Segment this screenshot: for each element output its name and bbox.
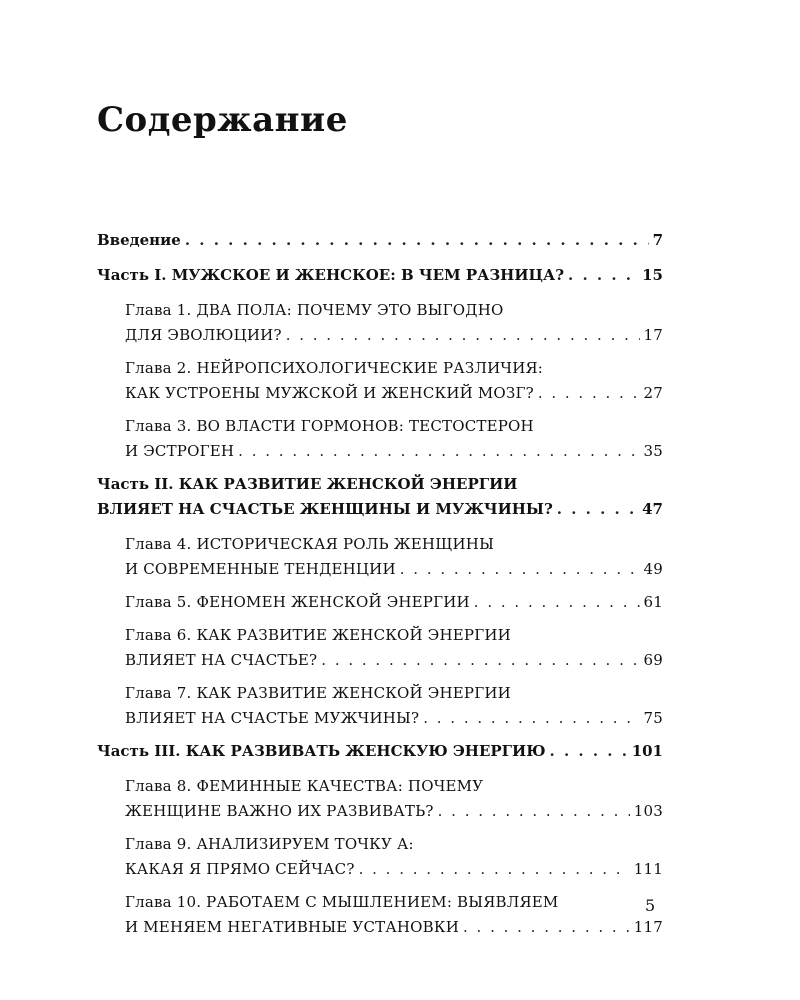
toc-entry-label-line2: ДЛЯ ЭВОЛЮЦИИ? (125, 326, 282, 344)
toc-entry-label-line1: Глава 10. РАБОТАЕМ С МЫШЛЕНИЕМ: ВЫЯВЛЯЕМ (125, 893, 559, 911)
toc-entry-label-line1: Глава 6. КАК РАЗВИТИЕ ЖЕНСКОЙ ЭНЕРГИИ (125, 626, 511, 644)
toc-page-number: 27 (643, 384, 663, 402)
toc-page-number: 61 (643, 593, 663, 611)
dot-leader (474, 590, 640, 615)
toc-entry-label-line2: И МЕНЯЕМ НЕГАТИВНЫЕ УСТАНОВКИ (125, 918, 459, 936)
toc-entry-label-line2: ВЛИЯЕТ НА СЧАСТЬЕ МУЖЧИНЫ? (125, 709, 420, 727)
toc-entry-label: Глава 5. ФЕНОМЕН ЖЕНСКОЙ ЭНЕРГИИ (125, 593, 470, 611)
toc-page-number: 49 (643, 560, 663, 578)
dot-leader (463, 915, 630, 940)
toc-entry-chapter-1[interactable] (97, 298, 663, 348)
toc-entry-part-2[interactable] (97, 472, 663, 522)
toc-entry-label-line1: Глава 7. КАК РАЗВИТИЕ ЖЕНСКОЙ ЭНЕРГИИ (125, 684, 511, 702)
toc-entry-chapter-4[interactable] (97, 532, 663, 582)
toc-entry-chapter-10[interactable] (97, 890, 663, 940)
dot-leader (438, 799, 630, 824)
dot-leader (538, 381, 640, 406)
toc-entry-label-line1: Глава 2. НЕЙРОПСИХОЛОГИЧЕСКИЕ РАЗЛИЧИЯ: (125, 359, 544, 377)
toc-entry-chapter-8[interactable] (97, 774, 663, 824)
toc-entry-label-line2: ВЛИЯЕТ НА СЧАСТЬЕ ЖЕНЩИНЫ И МУЖЧИНЫ? (97, 500, 553, 518)
toc-entry-chapter-6[interactable] (97, 623, 663, 673)
toc-entry-label-line1: Глава 9. АНАЛИЗИРУЕМ ТОЧКУ А: (125, 835, 414, 853)
toc-entry-part-1[interactable] (97, 263, 663, 288)
dot-leader (321, 648, 639, 673)
toc-entry-label-line1: Часть II. КАК РАЗВИТИЕ ЖЕНСКОЙ ЭНЕРГИИ (97, 475, 518, 493)
toc-entry-label-line2: И СОВРЕМЕННЫЕ ТЕНДЕНЦИИ (125, 560, 396, 578)
page-number: 5 (645, 896, 656, 915)
toc-page-number: 17 (643, 326, 663, 344)
toc-page-number: 101 (631, 742, 663, 760)
toc-entry-chapter-7[interactable] (97, 681, 663, 731)
toc-entry-label-line1: Глава 3. ВО ВЛАСТИ ГОРМОНОВ: ТЕСТОСТЕРОН (125, 417, 534, 435)
dot-leader (400, 557, 640, 582)
toc-page-number: 111 (633, 860, 663, 878)
toc-entry-label-line2: КАКАЯ Я ПРЯМО СЕЙЧАС? (125, 860, 355, 878)
toc-entry-label-line1: Глава 4. ИСТОРИЧЕСКАЯ РОЛЬ ЖЕНЩИНЫ (125, 535, 495, 553)
dot-leader (423, 706, 639, 731)
toc-entry-label: Часть III. КАК РАЗВИВАТЬ ЖЕНСКУЮ ЭНЕРГИЮ (97, 742, 546, 760)
dot-leader (286, 323, 640, 348)
toc-page-number: 15 (642, 266, 663, 284)
toc-page-number: 75 (643, 709, 663, 727)
toc-entry-intro[interactable] (97, 228, 663, 253)
toc-entry-label-line2: ВЛИЯЕТ НА СЧАСТЬЕ? (125, 651, 318, 669)
toc-entry-part-3[interactable] (97, 739, 663, 764)
toc-entry-label-line2: И ЭСТРОГЕН (125, 442, 235, 460)
toc-entry-chapter-5[interactable] (97, 590, 663, 615)
page-title: Содержание (97, 100, 348, 140)
toc-page-number: 47 (642, 500, 663, 518)
toc-entry-label: Часть I. МУЖСКОЕ И ЖЕНСКОЕ: В ЧЕМ РАЗНИЦА? (97, 266, 565, 284)
toc-page-number: 103 (633, 802, 663, 820)
dot-leader (185, 228, 649, 253)
toc-entry-label: Введение (97, 231, 181, 249)
dot-leader (550, 739, 628, 764)
toc-page-number: 117 (633, 918, 663, 936)
dot-leader (238, 439, 639, 464)
toc-entry-chapter-3[interactable] (97, 414, 663, 464)
toc-page-number: 35 (643, 442, 663, 460)
dot-leader (568, 263, 638, 288)
dot-leader (359, 857, 630, 882)
table-of-contents (97, 228, 663, 948)
toc-page-number: 7 (652, 231, 663, 249)
toc-page-number: 69 (643, 651, 663, 669)
toc-entry-label-line1: Глава 1. ДВА ПОЛА: ПОЧЕМУ ЭТО ВЫГОДНО (125, 301, 504, 319)
toc-entry-chapter-2[interactable] (97, 356, 663, 406)
toc-entry-label-line2: КАК УСТРОЕНЫ МУЖСКОЙ И ЖЕНСКИЙ МОЗГ? (125, 384, 534, 402)
toc-entry-chapter-9[interactable] (97, 832, 663, 882)
toc-entry-label-line2: ЖЕНЩИНЕ ВАЖНО ИХ РАЗВИВАТЬ? (125, 802, 434, 820)
toc-entry-label-line1: Глава 8. ФЕМИННЫЕ КАЧЕСТВА: ПОЧЕМУ (125, 777, 484, 795)
dot-leader (557, 497, 638, 522)
